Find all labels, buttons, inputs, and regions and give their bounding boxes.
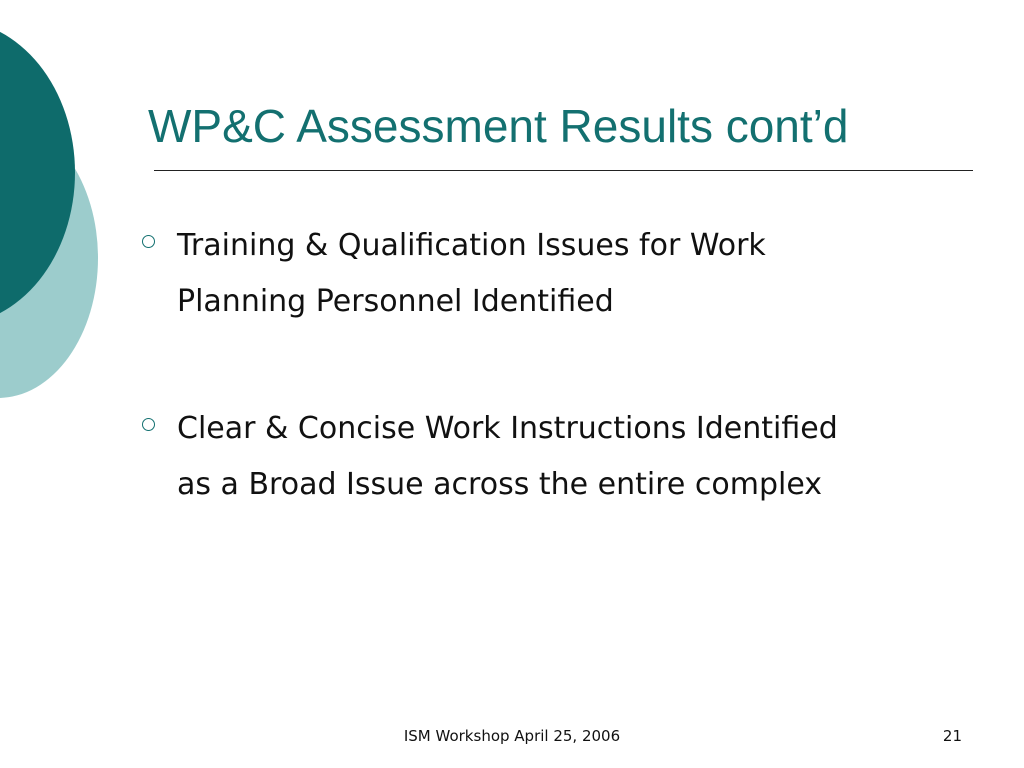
hollow-circle-bullet-icon	[142, 235, 155, 248]
bullet-text-line: Planning Personnel Identified	[177, 284, 614, 319]
bullet-text-line: Training & Qualification Issues for Work	[177, 228, 766, 263]
bullet-item	[140, 401, 960, 513]
slide-title: WP&C Assessment Results cont’d	[148, 100, 849, 152]
page-number: 21	[942, 727, 962, 745]
footer-text: ISM Workshop April 25, 2006	[403, 727, 621, 745]
bullet-text-line: as a Broad Issue across the entire complex	[177, 467, 822, 502]
bullet-list	[140, 218, 960, 513]
hollow-circle-bullet-icon	[142, 418, 155, 431]
bullet-text-line: Clear & Concise Work Instructions Identified	[177, 411, 838, 446]
title-divider	[154, 170, 973, 171]
bullet-item	[140, 218, 960, 330]
